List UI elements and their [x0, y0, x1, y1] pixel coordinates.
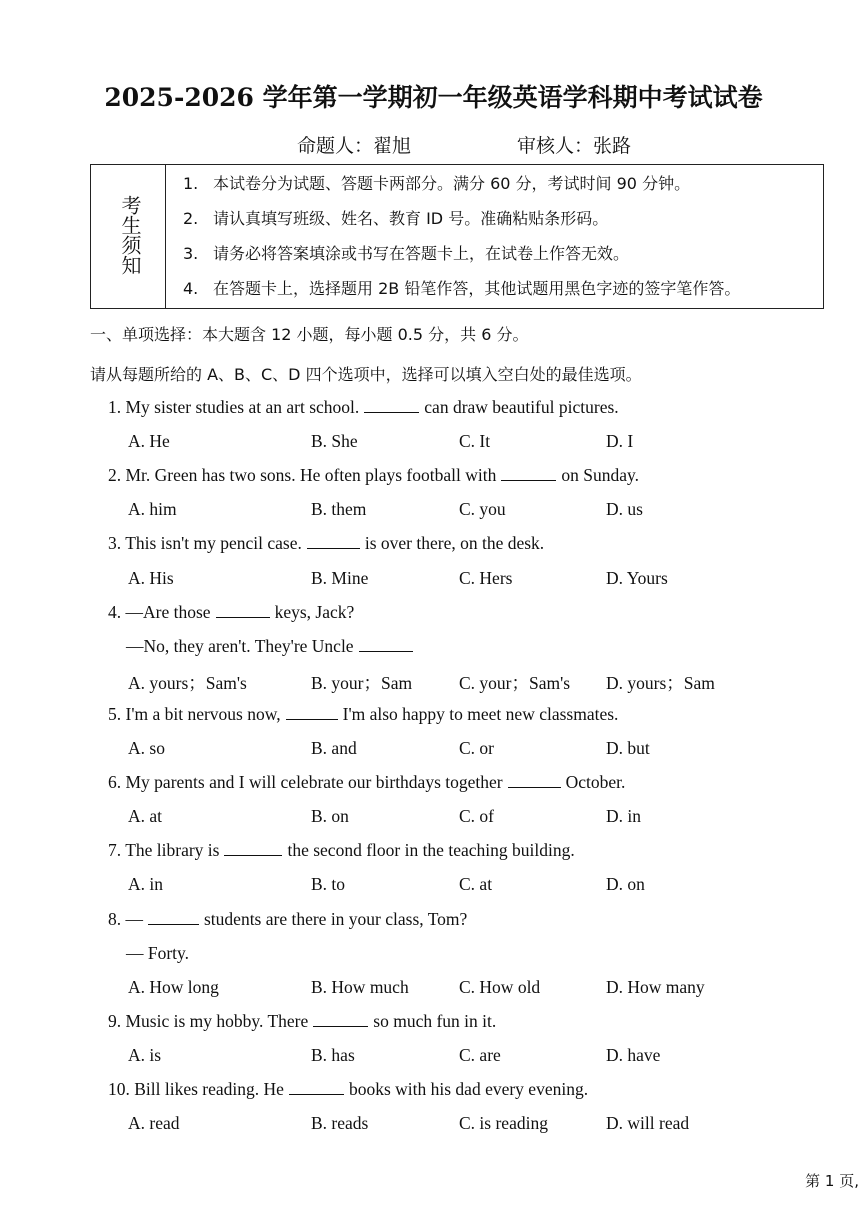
answer-option: B. your；Sam [311, 672, 413, 693]
question-stem [108, 465, 639, 486]
stem-text: — [125, 908, 143, 929]
answer-option: A. him [128, 499, 177, 520]
answer-option: D. have [606, 1044, 661, 1065]
answer-option: B. to [311, 874, 346, 895]
answer-blank [289, 1079, 344, 1095]
stem-text: The library is [125, 840, 220, 861]
answer-option: C. It [459, 431, 491, 452]
stem-text: This isn't my pencil case. [125, 533, 302, 554]
stem-text: —Are those [125, 601, 211, 622]
page-number: 第 1 页, [805, 1172, 859, 1190]
exam-title: 2025-2026 学年第一学期初一年级英语学科期中考试试卷 [104, 83, 763, 112]
stem-text: Bill likes reading. He [134, 1079, 284, 1099]
answer-option: C. Hers [459, 567, 513, 588]
stem-text: on Sunday. [561, 465, 639, 486]
answer-option: B. Mine [311, 567, 369, 588]
answer-blank [216, 602, 270, 618]
question-stem [108, 533, 544, 554]
notice-label: 考生须知 [118, 195, 142, 275]
section-instruction: 请从每题所给的 A、B、C、D 四个选项中，选择可以填入空白处的最佳选项。 [90, 365, 642, 384]
notice-item-number: 2. [183, 209, 199, 228]
notice-item-number: 1. [183, 174, 199, 193]
stem-text: books with his dad every evening. [348, 1079, 589, 1099]
answer-option: D. Yours [606, 567, 668, 588]
notice-box [90, 164, 824, 309]
question-stem [126, 636, 418, 657]
notice-item-text: 请认真填写班级、姓名、教育 ID 号。准确粘贴条形码。 [213, 209, 609, 228]
question-number: 9. [108, 1010, 126, 1031]
question-stem [108, 397, 619, 418]
notice-item [173, 204, 818, 239]
notice-item [173, 239, 818, 274]
question-number: 1. [108, 397, 126, 417]
answer-option: D. on [606, 874, 645, 895]
stem-text: October. [565, 772, 626, 793]
question-stem [108, 1011, 496, 1032]
answer-option: D. will read [606, 1113, 690, 1134]
stem-text: Music is my hobby. There [125, 1010, 309, 1031]
stem-text: so much fun in it. [373, 1010, 497, 1031]
answer-option: B. and [311, 738, 357, 758]
stem-text: can draw beautiful pictures. [424, 397, 619, 417]
answer-option: C. at [459, 874, 493, 895]
stem-text: keys, Jack? [274, 601, 355, 622]
notice-item-text: 请务必将答案填涂或书写在答题卡上，在试卷上作答无效。 [213, 244, 630, 263]
answer-blank [359, 636, 413, 652]
notice-label-cell [91, 165, 166, 308]
answer-option: D. yours；Sam [606, 672, 715, 693]
question-stem [108, 909, 467, 930]
stem-text: Mr. Green has two sons. He often plays football with [125, 465, 497, 486]
notice-item-number: 4. [183, 279, 199, 298]
notice-item [173, 169, 818, 204]
question-number: 4. [108, 601, 126, 622]
answer-option: B. reads [311, 1113, 369, 1134]
answer-option: C. How old [459, 976, 541, 997]
answer-option: A. in [128, 874, 163, 895]
question-number: 8. [108, 908, 126, 929]
answer-option: C. your；Sam's [459, 672, 571, 693]
answer-blank [313, 1011, 368, 1027]
answer-option: A. read [128, 1113, 180, 1134]
question-stem [108, 602, 354, 623]
answer-option: A. is [128, 1044, 162, 1065]
answer-option: C. is reading [459, 1113, 548, 1134]
answer-option: C. are [459, 1044, 501, 1065]
answer-option: A. yours；Sam's [128, 672, 247, 693]
answer-blank [286, 704, 338, 720]
question-number: 3. [108, 533, 126, 554]
answer-option: B. them [311, 499, 367, 520]
question-stem [108, 840, 575, 861]
stem-text: My parents and I will celebrate our birthdays together [125, 772, 503, 793]
answer-option: B. How much [311, 976, 409, 997]
answer-blank [148, 909, 199, 925]
answer-blank [508, 772, 561, 788]
question-number: 5. [108, 703, 126, 724]
answer-option: C. or [459, 738, 494, 758]
question-stem [108, 772, 625, 793]
stem-text: the second floor in the teaching building. [287, 840, 575, 861]
stem-text: students are there in your class, Tom? [204, 908, 468, 929]
answer-option: D. in [606, 806, 641, 827]
answer-option: D. but [606, 738, 650, 758]
notice-list [173, 169, 818, 309]
question-stem [126, 943, 189, 964]
answer-option: A. He [128, 431, 170, 452]
answer-option: D. us [606, 499, 643, 520]
answer-blank [224, 840, 282, 856]
answer-option: A. so [128, 738, 165, 758]
question-number: 7. [108, 840, 126, 861]
stem-text: My sister studies at an art school. [125, 397, 360, 417]
stem-text: I'm a bit nervous now, [125, 703, 281, 724]
answer-option: C. you [459, 499, 506, 520]
answer-option: D. How many [606, 976, 705, 997]
notice-item-text: 在答题卡上，选择题用 2B 铅笔作答，其他试题用黑色字迹的签字笔作答。 [213, 279, 741, 298]
answer-option: A. at [128, 806, 163, 827]
question-number: 2. [108, 465, 126, 486]
reviewer-name: 审核人：张路 [517, 135, 632, 157]
answer-option: B. on [311, 806, 349, 827]
notice-item-number: 3. [183, 244, 199, 263]
stem-text: I'm also happy to meet new classmates. [342, 703, 619, 724]
question-number: 10. [108, 1079, 135, 1099]
question-stem [108, 704, 618, 725]
answer-blank [501, 465, 556, 481]
author-line [0, 131, 867, 159]
stem-text: —No, they aren't. They're Uncle [126, 635, 354, 656]
answer-option: B. has [311, 1044, 355, 1065]
answer-blank [307, 533, 360, 549]
section-heading: 一、单项选择：本大题含 12 小题，每小题 0.5 分，共 6 分。 [90, 325, 529, 344]
notice-item-text: 本试卷分为试题、答题卡两部分。满分 60 分，考试时间 90 分钟。 [213, 174, 691, 193]
answer-option: A. His [128, 567, 174, 588]
stem-text: is over there, on the desk. [364, 533, 545, 554]
answer-option: D. I [606, 431, 634, 452]
stem-text: — Forty. [126, 942, 190, 963]
question-stem [108, 1079, 588, 1100]
answer-option: C. of [459, 806, 494, 827]
answer-option: B. She [311, 431, 358, 452]
answer-option: A. How long [128, 976, 219, 997]
notice-item [173, 274, 818, 309]
question-number: 6. [108, 772, 126, 793]
setter-name: 命题人：翟旭 [297, 135, 412, 157]
answer-blank [364, 397, 419, 413]
